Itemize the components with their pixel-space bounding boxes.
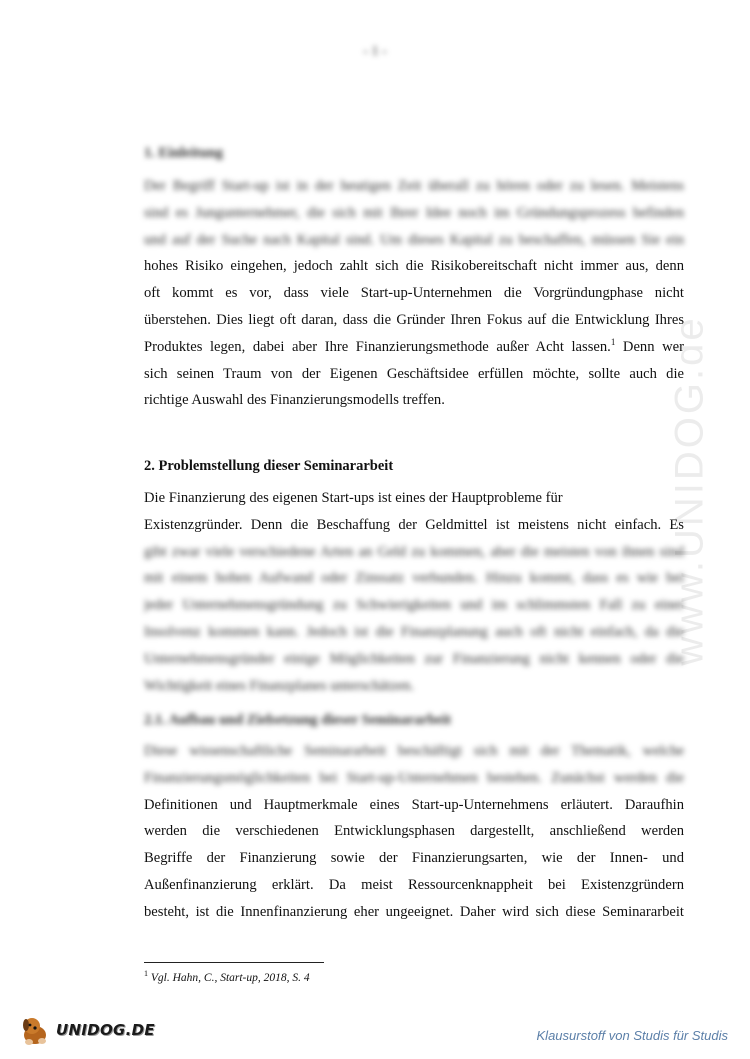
dog-icon <box>18 1013 52 1047</box>
text-line: Begriffe der Finanzierung sowie der Finanzierungsarten, wie der Innen- und <box>144 850 684 867</box>
text-fragment: Denn wer <box>615 338 684 355</box>
footnote-reference[interactable]: 1 <box>610 336 616 347</box>
text-line: Die Finanzierung des eigenen Start-ups ist eines der Hauptprobleme für <box>144 490 563 506</box>
text-line: Außenfinanzierung erklärt. Da meist Ressourcenknappheit bei Existenzgründern <box>144 876 684 893</box>
text-line: sich seinen Traum von der Eigenen Geschäftsidee erfüllen möchte, sollte auch die <box>144 365 684 382</box>
text-line: gibt zwar viele verschiedene Arten an Geld zu kommen, aber die meisten von ihnen sind <box>144 543 684 560</box>
text-line: hohes Risiko eingehen, jedoch zahlt sich die Risikobereitschaft nicht immer aus, denn <box>144 258 684 275</box>
text-line-with-footnote <box>144 334 684 361</box>
text-line: Insolvenz kommen kann. Jedoch ist die Finanzplanung auch oft nicht einfach, da die <box>144 623 684 640</box>
text-line: oft kommt es vor, dass viele Start-up-Unternehmen die Vorgründungphase nicht <box>144 285 684 302</box>
footnote-text: Vgl. Hahn, C., Start-up, 2018, S. 4 <box>148 972 310 984</box>
text-line: und auf der Suche nach Kapital sind. Um dieses Kapital zu beschaffen, müssen Sie ein <box>144 231 684 248</box>
text-line: Diese wissenschaftliche Seminararbeit beschäftigt sich mit der Thematik, welche <box>144 743 684 759</box>
text-line: überstehen. Dies liegt oft daran, dass die Gründer Ihren Fokus auf die Entwicklung Ihres <box>144 311 684 328</box>
text-line: Wichtigkeit eines Finanzplanes unterschätzen. <box>144 677 415 694</box>
text-line: Existenzgründer. Denn die Beschaffung der Geldmittel ist meistens nicht einfach. Es <box>144 516 684 533</box>
text-line: besteht, ist die Innenfinanzierung eher ungeeignet. Daher wird sich diese Seminararbeit <box>144 903 684 920</box>
tagline: Klausurstoff von Studis für Studis <box>536 1028 728 1043</box>
footnote-divider <box>144 962 324 963</box>
heading-problemstellung: 2. Problemstellung dieser Seminararbeit <box>144 458 394 474</box>
text-line: Finanzierungsmöglichkeiten bei Start-up-Unternehmen bestehen. Zunächst werden die <box>144 769 684 786</box>
paragraph-problemstellung <box>144 485 684 699</box>
text-line: sind es Jungunternehmer, die sich mit Ihrer Idee noch im Gründungsprozess befinden <box>144 204 684 221</box>
watermark-text: www.UNIDOG.de <box>667 315 712 666</box>
text-line: werden die verschiedenen Entwicklungsphasen dargestellt, anschließend werden <box>144 823 684 840</box>
unidog-logo[interactable] <box>18 1012 168 1048</box>
page-number: - 1 - <box>363 44 387 59</box>
heading-einleitung: 1. Einleitung <box>144 145 223 161</box>
text-line: Definitionen und Hauptmerkmale eines Start-up-Unternehmens erläutert. Daraufhin <box>144 796 684 813</box>
text-fragment: Produktes legen, dabei aber Ihre Finanzierungsmethode außer Acht lassen. <box>144 338 611 355</box>
paragraph-aufbau <box>144 738 684 926</box>
paragraph-einleitung <box>144 173 684 414</box>
footnote-number: 1 <box>144 969 148 979</box>
heading-aufbau: 2.1. Aufbau und Zielsetzung dieser Seminararbeit <box>144 712 452 728</box>
text-line: Der Begriff Start-up ist in der heutigen Zeit überall zu hören oder zu lesen. Meistens <box>144 178 684 194</box>
text-line: richtige Auswahl des Finanzierungsmodells treffen. <box>144 392 445 409</box>
logo-text: UNIDOG.DE <box>56 1021 155 1039</box>
footnote <box>144 969 310 984</box>
text-line: jeder Unternehmensgründung zu Schwierigkeiten und im schlimmsten Fall zu einer <box>144 597 684 614</box>
text-line: mit einem hohen Aufwand oder Zinssatz verbunden. Hinzu kommt, dass es wie bei <box>144 570 684 587</box>
text-line: Unternehmensgründer einige Möglichkeiten zur Finanzierung nicht kennen oder die <box>144 650 684 667</box>
